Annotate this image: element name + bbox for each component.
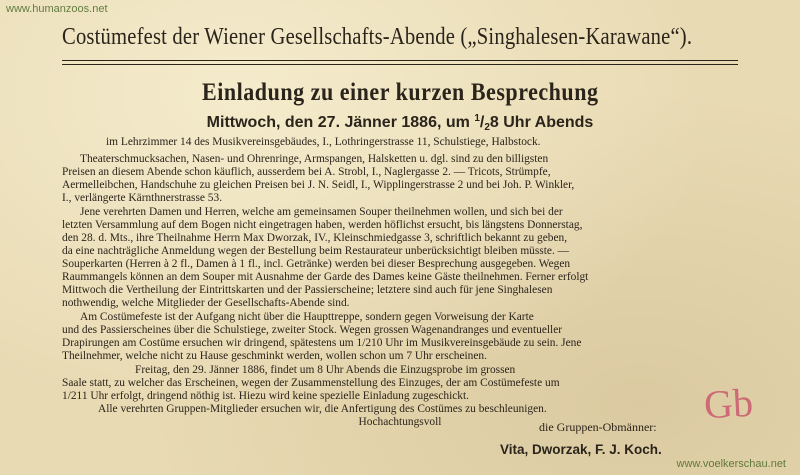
closing-line: die Gruppen-Obmänner: [539, 420, 657, 434]
body-line: Mittwoch die Vertheilung der Eintrittskarten und der Passierscheine; letztere sind auch für jene Singhalesen [62, 284, 553, 296]
meeting-date: Mittwoch, den 27. Jänner 1886, um $^1/_28$ Uhr Abends [206, 113, 594, 133]
body-line: Raummangels können an dem Souper mit Ausnahme der Garde des Dames keine Gäste theilnehmen. Ferner erfolgt [62, 271, 589, 283]
body-line: und des Passierscheines über die Schulstiege, zweiter Stock. Wegen grossen Wagenandranges und eventueller [62, 324, 563, 336]
signature: Vita, Dworzak, F. J. Koch. [500, 442, 662, 457]
body-line: I., verlängerte Kärnthnerstrasse 53. [62, 192, 223, 204]
body-line: Theaterschmucksachen, Nasen- und Ohrenringe, Armspangen, Halsketten u. dgl. sind zu den billigsten [80, 153, 549, 165]
body-line: nothwendig, welche Mitglieder der Gesellschafts-Abende sind. [62, 297, 350, 309]
header-rule-bottom [62, 64, 738, 65]
body-line: Preisen an diesem Abende schon käuflich, ausserdem bei A. Strobl, I., Naglergasse 2. — Tricots, Strümpfe, [62, 166, 551, 178]
watermark-bottom: www.voelkerschau.net [676, 458, 786, 470]
body-line: letzten Versammlung auf dem Bogen nicht eingetragen haben, werden höflichst ersucht, bis längstens Donnerstag, [62, 219, 583, 231]
body-line: Hochachtungsvoll [358, 416, 442, 428]
body-line: 1/211 Uhr erfolgt, dringend nöthig ist. Hiezu wird keine spezielle Einladung zugeschickt. [62, 390, 470, 402]
body-line: Am Costümefeste ist der Aufgang nicht über die Haupttreppe, sondern gegen Vorweisung der Karte [80, 311, 534, 323]
body-line: Aermelleibchen, Handschuhe zu gleichen Preisen bei J. N. Seidl, I., Wipplingerstrasse 2 und bei Joh. P. Winkler, [62, 179, 575, 191]
body-line: Jene verehrten Damen und Herren, welche am gemeinsamen Souper theilnehmen wollen, und sich bei der [80, 206, 563, 218]
body-line: Drapirungen am Costüme ersuchen wir dringend, spätestens um 1/210 Uhr im Musikvereinsgebäude zu sein. Jene [62, 337, 582, 349]
body-line: da eine nachträgliche Anmeldung wegen der Bestellung beim Restaurateur unberücksichtigt bleiben müsste. — [62, 245, 570, 257]
body-line: Alle verehrten Gruppen-Mitglieder ersuchen wir, die Anfertigung des Costümes zu beschleunigen. [98, 403, 547, 415]
body-line: Freitag, den 29. Jänner 1886, findet um 8 Uhr Abends die Einzugsprobe im grossen [135, 364, 516, 376]
body-line: Souperkarten (Herren à 2 fl., Damen à 1 fl., incl. Getränke) werden bei dieser Besprechung ausgegeben. Wegen [62, 258, 571, 270]
body-line: im Lehrzimmer 14 des Musikvereinsgebäudes, I., Lothringerstrasse 11, Schulstiege, Halbstock. [106, 136, 541, 148]
document-header: Costümefest der Wiener Gesellschafts-Abende („Singhalesen-Karawane“). [62, 24, 693, 50]
stamp: Gb [702, 379, 755, 428]
body-line: Saale statt, zu welcher das Erscheinen, wegen der Zusammenstellung des Einzuges, der am Costümefeste um [62, 377, 560, 389]
header-rule-top [62, 60, 738, 61]
watermark-top: www.humanzoos.net [6, 3, 108, 15]
body-line: Theilnehmer, welche nicht zu Hause geschminkt werden, wollen schon um 7 Uhr erscheinen. [62, 350, 487, 362]
body-line: den 28. d. Mts., ihre Theilnahme Herrn Max Dworzak, IV., Kleinschmiedgasse 3, schriftlich bekannt zu geben, [62, 232, 568, 244]
document-title: Einladung zu einer kurzen Besprechung [201, 79, 599, 106]
